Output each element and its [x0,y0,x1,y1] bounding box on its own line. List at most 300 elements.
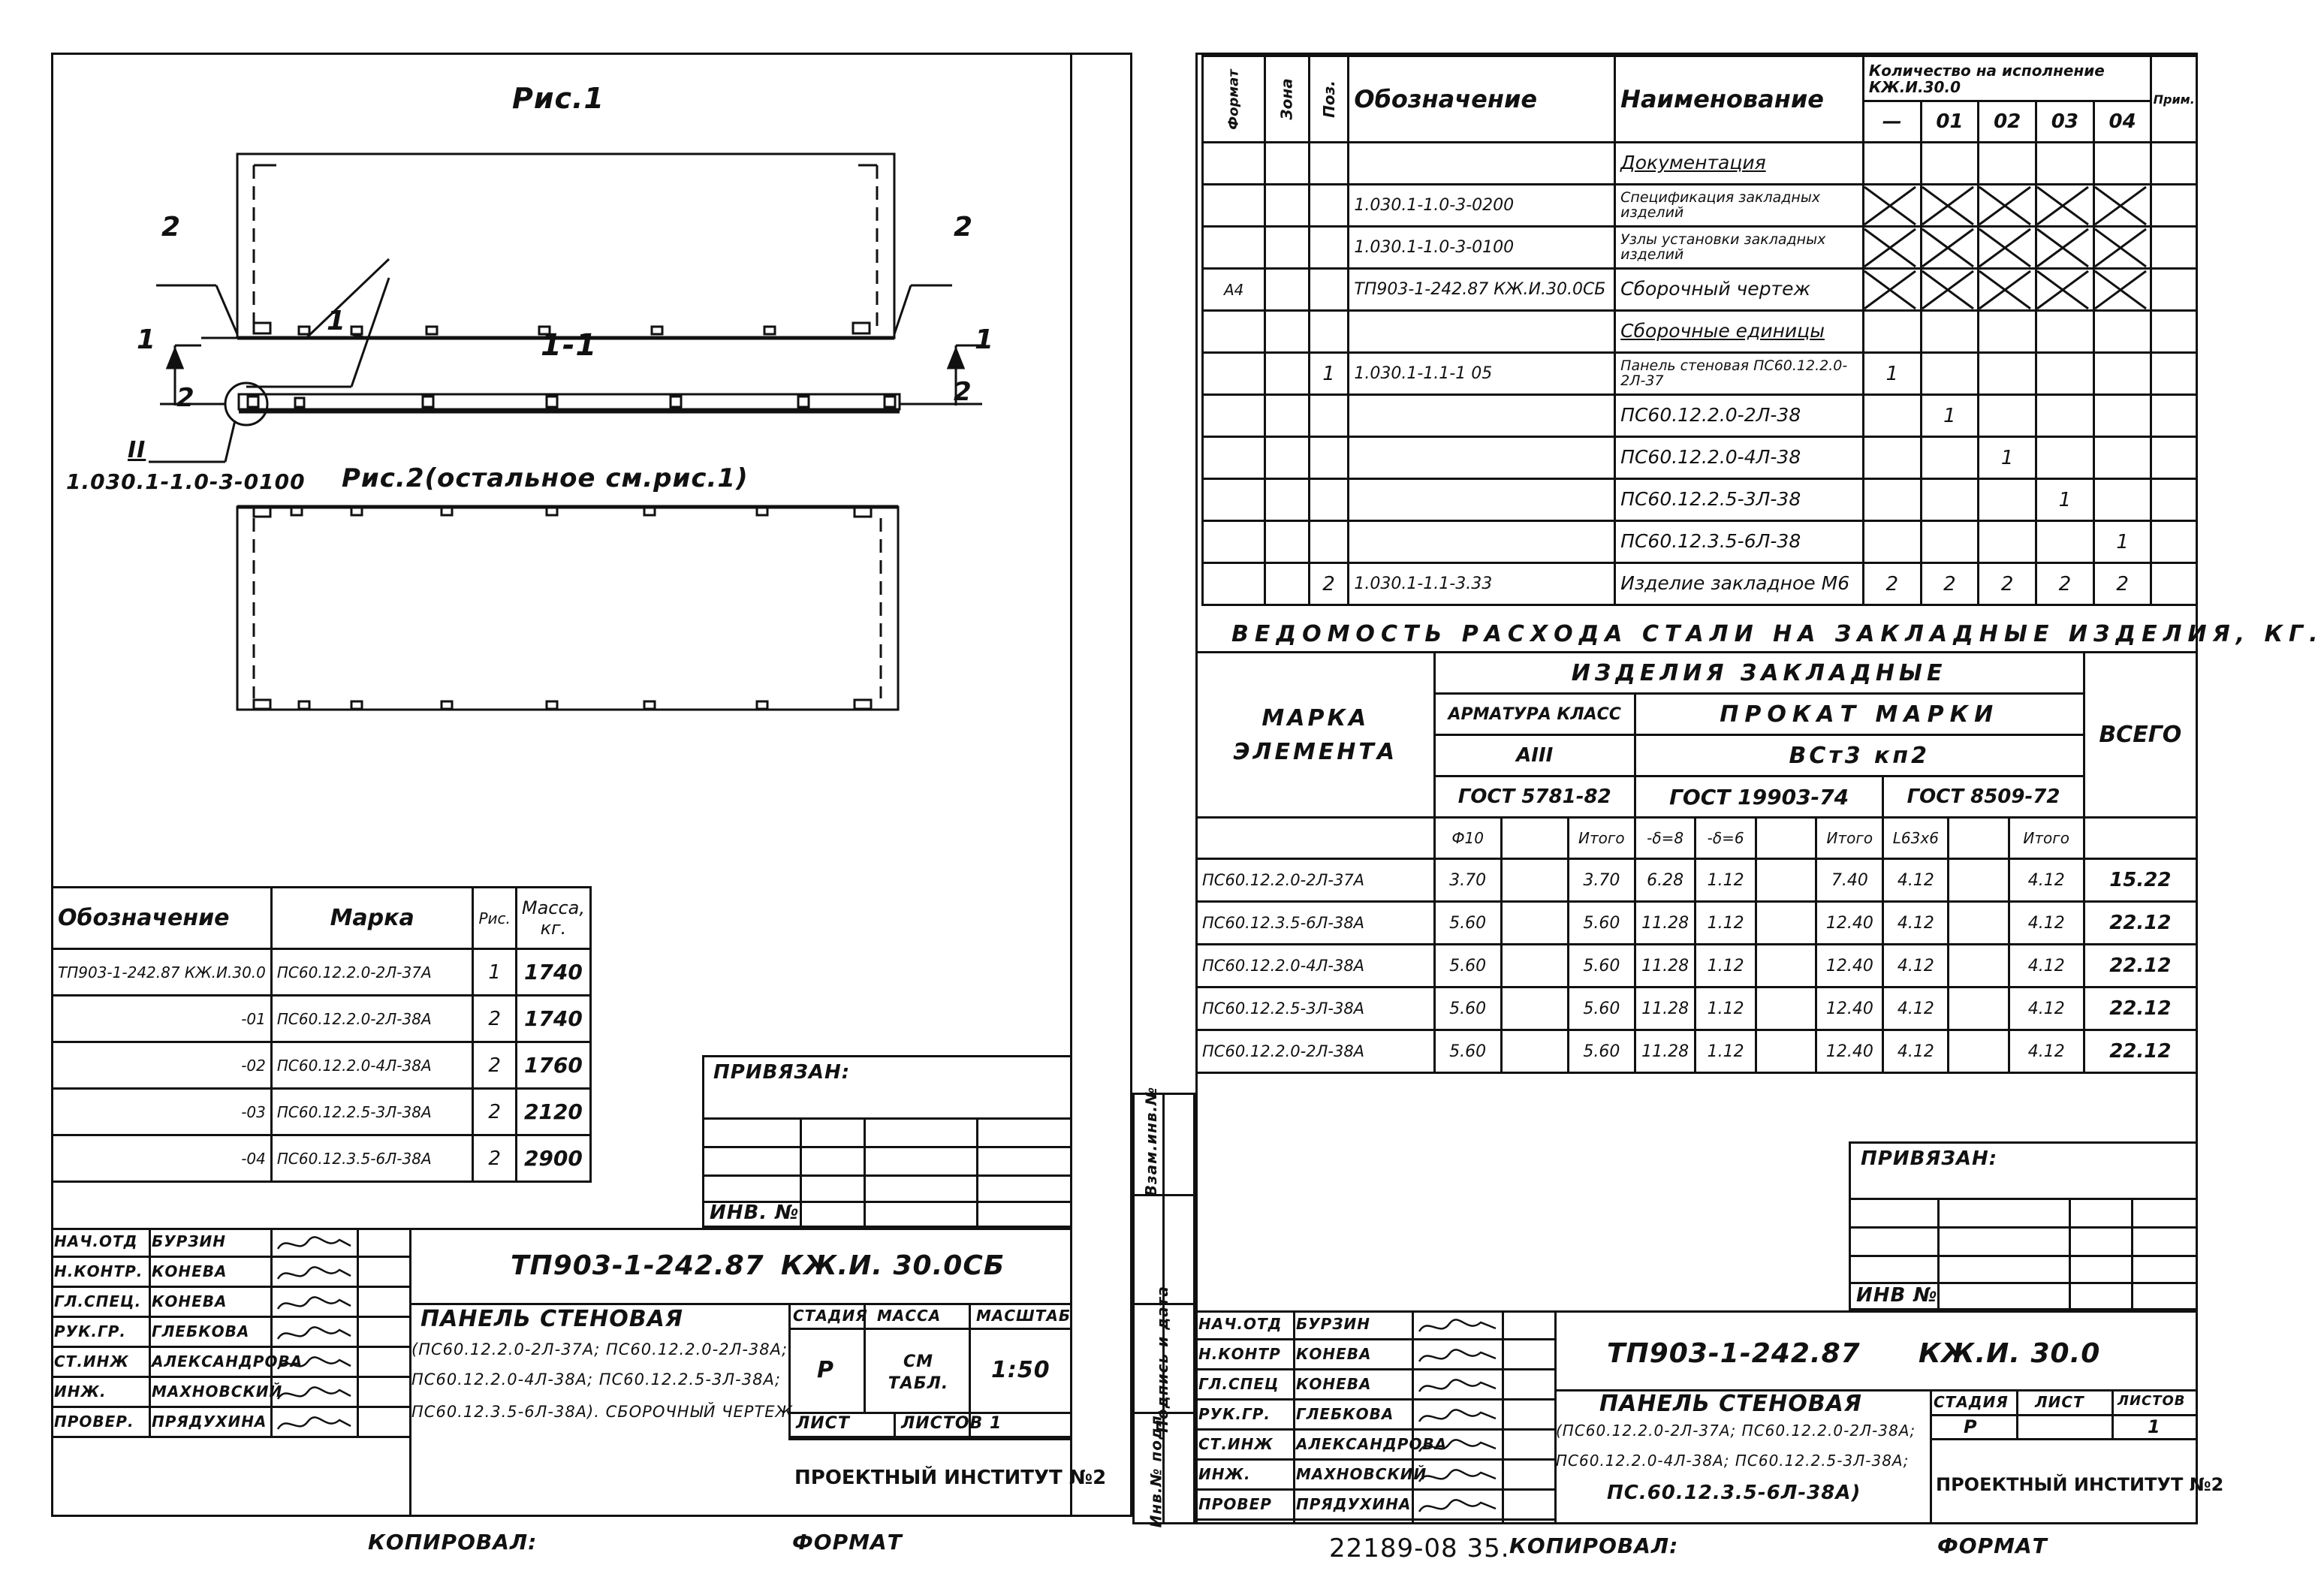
steel-sub-header: L63x6 [1883,818,1949,859]
steel-header-prokat: ПРОКАТ МАРКИ [1635,694,2084,735]
left-copied: КОПИРОВАЛ: [368,1530,538,1554]
left-stamp-org: ПРОЕКТНЫЙ ИНСТИТУТ №2 [794,1467,1107,1489]
spec-qty-cell [1863,521,1921,563]
steel-header-arm: АРМАТУРА КЛАСС [1434,694,1635,735]
left-stamp-stage-h: СТАДИЯ [793,1307,868,1325]
left-privyazan-col3 [976,1117,978,1228]
stamp-name: ГЛЕБКОВА [152,1322,250,1340]
spec-name-cell: Сборочный чертеж [1615,269,1864,311]
steel-cell: 1.12 [1696,987,1756,1030]
right-stamp-stage-h: СТАДИЯ [1934,1393,2009,1411]
steel-cell: 4.12 [1883,1030,1949,1073]
spec-designation-cell [1349,479,1615,521]
spec-pos-cell [1309,227,1349,269]
marks-cell: 2 [473,1135,516,1182]
left-stamp-stage: Р [817,1357,834,1383]
left-privyazan-row [702,1117,1072,1146]
spec-designation-cell: 1.030.1-1.1-1 05 [1349,353,1615,395]
steel-header-mark: МАРКА ЭЛЕМЕНТА [1197,653,1435,818]
section-label: 1-1 [541,328,598,363]
steel-cell: 1.12 [1696,1030,1756,1073]
spec-qty-cell [2093,143,2151,185]
spec-zone-cell [1265,437,1309,479]
marks-header-mark: Марка [271,888,473,949]
right-stamp-title4: ПС.60.12.3.5-6Л-38А) [1607,1482,1861,1504]
right-stamp-meta-v1 [2016,1389,2018,1438]
marks-cell: 2 [473,996,516,1042]
callout-2-right: 2 [954,212,974,243]
spec-designation-cell: 1.030.1-1.0-3-0200 [1349,185,1615,227]
spec-qty-cell [2093,437,2151,479]
spec-name-cell: Узлы установки закладных изделий [1615,227,1864,269]
marks-cell: ПС60.12.2.0-4Л-38А [271,1042,473,1089]
steel-header-gost3: ГОСТ 8509-72 [1883,776,2084,818]
spec-qty-cell [1979,227,2036,269]
spec-qty-cell: 1 [2093,521,2151,563]
steel-cell: 4.12 [2009,987,2084,1030]
spec-note-cell [2151,269,2197,311]
spec-name-cell: ПС60.12.2.0-4Л-38 [1615,437,1864,479]
spec-designation-cell: 1.030.1-1.0-3-0100 [1349,227,1615,269]
spec-name-cell: Спецификация закладных изделий [1615,185,1864,227]
steel-cell: 4.12 [2009,945,2084,987]
stamp-name: МАХНОВСКИЙ [152,1382,283,1401]
steel-cell [1949,945,2009,987]
left-privyazan-col [800,1117,802,1228]
cross-mark [2095,229,2146,267]
stamp-name: ГЛЕБКОВА [1296,1405,1394,1423]
steel-cell: 1.12 [1696,859,1756,902]
spec-qty-cell [1979,185,2036,227]
spec-designation-cell: 1.030.1-1.1-3.33 [1349,563,1615,605]
right-privyazan-v3 [2131,1198,2133,1310]
table-row [53,1042,591,1089]
spec-table [1201,55,2198,606]
spec-qty-cell [2093,227,2151,269]
spec-pos-cell: 2 [1309,563,1349,605]
steel-cell: 4.12 [2009,902,2084,945]
spec-qty-cell [1979,521,2036,563]
right-privyazan-h1 [1849,1198,2198,1200]
spec-variant-header: — [1863,101,1921,143]
spec-format-cell [1203,395,1265,437]
stamp-role: ПРОВЕР. [54,1413,134,1431]
stamp-name: АЛЕКСАНДРОВА [1296,1435,1448,1453]
steel-header-total: ВСЕГО [2084,653,2196,818]
steel-sub-total-blank [2084,818,2196,859]
spec-pos-cell [1309,185,1349,227]
marks-cell: 1740 [516,996,590,1042]
steel-cell: 5.60 [1434,1030,1501,1073]
steel-cell: 22.12 [2084,1030,2196,1073]
table-row [1197,945,2197,987]
stamp-role: ИНЖ. [54,1382,107,1401]
steel-header-gost2: ГОСТ 19903-74 [1635,776,1883,818]
left-stamp-mass: СМ ТАБЛ. [888,1352,949,1393]
cross-mark [1922,229,1973,267]
steel-cell: 4.12 [2009,859,2084,902]
left-stamp-title3: ПС60.12.2.0-4Л-38А; ПС60.12.2.5-3Л-38А; [411,1370,781,1389]
table-row [1203,437,2197,479]
marks-table [51,886,592,1183]
spec-name-cell: Документация [1615,143,1864,185]
cross-mark [2037,187,2088,225]
stamp-role: СТ.ИНЖ [1198,1435,1274,1453]
spec-name-cell: ПС60.12.2.0-2Л-38 [1615,395,1864,437]
spec-qty-cell [1921,353,1979,395]
steel-sub-header: Итого [2009,818,2084,859]
spec-qty-cell: 2 [1863,563,1921,605]
steel-header-gost1: ГОСТ 5781-82 [1434,776,1635,818]
left-inv-label: ИНВ. № [710,1202,800,1224]
steel-sub-header: Итого [1568,818,1635,859]
cross-mark [1979,271,2030,309]
steel-header-prokat-grade: ВСт3 кп2 [1635,735,2084,776]
marks-cell: 2 [473,1089,516,1135]
spec-qty-cell [1979,311,2036,353]
spec-note-cell [2151,311,2197,353]
steel-sub-header [1756,818,1816,859]
spec-qty-cell [2093,479,2151,521]
steel-cell: 12.40 [1816,902,1883,945]
cross-mark [2037,271,2088,309]
stamp-name: КОНЕВА [152,1262,228,1280]
spec-designation-cell [1349,395,1615,437]
spec-qty-cell [1979,269,2036,311]
spec-zone-cell [1265,353,1309,395]
spec-qty-cell [2036,227,2094,269]
spec-header-zone: Зона [1265,56,1309,143]
spec-qty-cell [1921,479,1979,521]
left-stamp-title2: (ПС60.12.2.0-2Л-37А; ПС60.12.2.0-2Л-38А; [411,1340,788,1358]
steel-cell: ПС60.12.3.5-6Л-38А [1197,902,1435,945]
left-stamp-code: ТП903-1-242.87 [511,1250,764,1281]
left-stamp-mass-h: МАССА [877,1307,942,1325]
steel-cell: 6.28 [1635,859,1695,902]
marks-cell: ПС60.12.3.5-6Л-38А [271,1135,473,1182]
right-stamp-org: ПРОЕКТНЫЙ ИНСТИТУТ №2 [1936,1474,2224,1495]
spec-qty-cell [1863,311,1921,353]
table-row [1203,353,2197,395]
section-arrow-right-label: 1 [975,324,995,355]
spec-qty-cell [1979,479,2036,521]
spec-qty-cell [1921,143,1979,185]
spec-qty-cell [1921,269,1979,311]
stamp-role: Н.КОНТР. [54,1262,143,1280]
section-arrow-left-label: 1 [137,324,157,355]
steel-title: ВЕДОМОСТЬ РАСХОДА СТАЛИ НА ЗАКЛАДНЫЕ ИЗДЕЛИЯ, КГ. [1231,621,2324,647]
table-row [1203,563,2197,605]
steel-cell: ПС60.12.2.0-4Л-38А [1197,945,1435,987]
spec-qty-cell [2036,311,2094,353]
right-copied: КОПИРОВАЛ: [1509,1533,1679,1558]
spec-format-cell [1203,311,1265,353]
steel-cell: 3.70 [1568,859,1635,902]
steel-cell: 4.12 [1883,945,1949,987]
spec-qty-cell: 2 [2036,563,2094,605]
stamp-role: РУК.ГР. [54,1322,127,1340]
steel-cell [1501,987,1568,1030]
steel-cell: ПС60.12.2.0-2Л-37А [1197,859,1435,902]
steel-cell: 5.60 [1434,902,1501,945]
spec-pos-cell [1309,437,1349,479]
table-row [1203,311,2197,353]
steel-sub-header: -δ=6 [1696,818,1756,859]
right-bottom-number: 22189-08 35. [1329,1533,1510,1563]
spec-qty-cell [2036,395,2094,437]
steel-cell: 5.60 [1568,1030,1635,1073]
spec-variant-header: 04 [2093,101,2151,143]
marks-cell: 1740 [516,949,590,996]
steel-cell: 22.12 [2084,902,2196,945]
steel-sub-header [1501,818,1568,859]
steel-cell [1756,945,1816,987]
stamp-name: КОНЕВА [1296,1375,1372,1393]
spec-format-cell [1203,185,1265,227]
table-row [53,1089,591,1135]
steel-cell [1501,902,1568,945]
left-privyazan-col2 [864,1117,866,1228]
marks-header-fig: Рис. [473,888,516,949]
steel-cell: 5.60 [1434,945,1501,987]
spec-qty-cell: 1 [1921,395,1979,437]
right-privyazan-label: ПРИВЯЗАН: [1861,1147,1998,1170]
callout-1-pos: 1 [327,306,347,336]
stamp-name: МАХНОВСКИЙ [1296,1465,1427,1483]
steel-cell [1949,987,2009,1030]
steel-cell: 4.12 [1883,859,1949,902]
stamp-name: БУРЗИН [152,1232,227,1250]
steel-sub-header: Ф10 [1434,818,1501,859]
spec-name-cell: Сборочные единицы [1615,311,1864,353]
spec-name-cell: Панель стеновая ПС60.12.2.0-2Л-37 [1615,353,1864,395]
spec-pos-cell [1309,479,1349,521]
spec-note-cell [2151,143,2197,185]
marks-cell: -03 [53,1089,272,1135]
right-stamp-sep4 [1554,1310,1557,1524]
spec-zone-cell [1265,563,1309,605]
spec-format-cell [1203,227,1265,269]
spec-qty-cell [2093,185,2151,227]
spec-qty-cell [1863,269,1921,311]
spec-qty-cell: 1 [1863,353,1921,395]
table-row [1203,269,2197,311]
spec-pos-cell: 1 [1309,353,1349,395]
spec-qty-cell [2093,395,2151,437]
stamp-role: НАЧ.ОТД [1198,1315,1283,1333]
steel-cell: 22.12 [2084,945,2196,987]
table-row [53,996,591,1042]
spec-designation-cell [1349,311,1615,353]
left-stamp-title1: ПАНЕЛЬ СТЕНОВАЯ [420,1306,683,1332]
right-privyazan-h3 [1849,1255,2198,1257]
left-stamp-meta-h [788,1328,1072,1330]
spec-qty-cell [1863,227,1921,269]
spec-pos-cell [1309,395,1349,437]
spec-qty-cell [2036,269,2094,311]
table-row [53,1135,591,1182]
right-privyazan-v2 [2069,1198,2071,1310]
table-row [1203,395,2197,437]
stamp-name: КОНЕВА [1296,1345,1372,1363]
spec-qty-cell [1979,143,2036,185]
right-stamp-title3: ПС60.12.2.0-4Л-38А; ПС60.12.2.5-3Л-38А; [1556,1452,1910,1470]
left-stamp-org-line [788,1438,1072,1440]
steel-cell [1949,1030,2009,1073]
table-row [1203,227,2197,269]
marks-cell: 2120 [516,1089,590,1135]
steel-cell: 12.40 [1816,987,1883,1030]
spec-designation-cell [1349,521,1615,563]
spec-pos-cell [1309,269,1349,311]
side-label-inv: Инв.№ подл. [1147,1408,1165,1528]
steel-cell: 11.28 [1635,945,1695,987]
steel-cell: 12.40 [1816,945,1883,987]
spec-qty-cell [2036,353,2094,395]
steel-cell [1756,987,1816,1030]
spec-qty-cell [1863,437,1921,479]
spec-qty-cell: 2 [2093,563,2151,605]
steel-sub-header: Итого [1816,818,1883,859]
stamp-role: СТ.ИНЖ [54,1352,129,1370]
panel-fig2-outline [237,507,898,710]
stamp-name: АЛЕКСАНДРОВА [152,1352,303,1370]
steel-sub-mark-blank [1197,818,1435,859]
right-stamp-code: ТП903-1-242.87 [1607,1338,1861,1369]
left-format: ФОРМАТ [792,1530,903,1554]
steel-cell: 12.40 [1816,1030,1883,1073]
steel-cell: 5.60 [1568,902,1635,945]
left-privyazan-row3 [702,1174,1072,1203]
steel-cell [1756,859,1816,902]
spec-zone-cell [1265,185,1309,227]
table-row [1203,185,2197,227]
steel-cell: 4.12 [1883,902,1949,945]
steel-cell [1756,1030,1816,1073]
marks-header-mass: Масса, кг. [516,888,590,949]
spec-qty-cell [2036,185,2094,227]
steel-header-group: ИЗДЕЛИЯ ЗАКЛАДНЫЕ [1434,653,2084,694]
spec-header-pos: Поз. [1309,56,1349,143]
spec-note-cell [2151,563,2197,605]
marks-cell: -04 [53,1135,272,1182]
cross-mark [2095,187,2146,225]
left-privyazan-label: ПРИВЯЗАН: [713,1061,851,1084]
spec-qty-cell [1863,395,1921,437]
steel-cell: ПС60.12.2.5-3Л-38А [1197,987,1435,1030]
stamp-role: ГЛ.СПЕЦ. [54,1292,142,1310]
spec-header-name: Наименование [1615,56,1864,143]
right-stamp-stage: Р [1964,1416,1978,1437]
spec-zone-cell [1265,269,1309,311]
stamp-role: Н.КОНТР [1198,1345,1281,1363]
marks-cell: ПС60.12.2.0-2Л-38А [271,996,473,1042]
spec-note-cell [2151,479,2197,521]
marks-header-designation: Обозначение [53,888,272,949]
right-signatures [1413,1310,1503,1524]
steel-cell: 22.12 [2084,987,2196,1030]
steel-cell: 11.28 [1635,1030,1695,1073]
spec-note-cell [2151,227,2197,269]
left-stamp-mark: КЖ.И. 30.0СБ [781,1250,1005,1281]
right-privyazan-h2 [1849,1226,2198,1229]
spec-zone-cell [1265,479,1309,521]
spec-pos-cell [1309,311,1349,353]
cross-mark [2095,271,2146,309]
spec-designation-cell [1349,143,1615,185]
spec-qty-cell [2036,143,2094,185]
right-stamp-title1: ПАНЕЛЬ СТЕНОВАЯ [1599,1391,1862,1417]
spec-qty-cell: 2 [1979,563,2036,605]
right-stamp-sheets-h: ЛИСТОВ [2118,1393,2186,1409]
table-row [1197,1030,2197,1073]
node-label: II [128,437,146,463]
stamp-role: ПРОВЕР [1198,1495,1272,1513]
right-stamp-sheet-h: ЛИСТ [2035,1393,2084,1411]
callout-2-section-right: 2 [954,377,972,407]
spec-name-cell: ПС60.12.3.5-6Л-38 [1615,521,1864,563]
spec-variant-header: 03 [2036,101,2094,143]
table-row [1203,479,2197,521]
left-stamp-title4: ПС60.12.3.5-6Л-38А). СБОРОЧНЫЙ ЧЕРТЕЖ [411,1403,794,1421]
spec-note-cell [2151,521,2197,563]
spec-pos-cell [1309,521,1349,563]
left-signatures [272,1228,362,1438]
spec-qty-cell [1863,143,1921,185]
steel-cell [1501,859,1568,902]
steel-cell: 3.70 [1434,859,1501,902]
steel-table [1195,651,2198,1074]
steel-cell: 4.12 [2009,1030,2084,1073]
spec-designation-cell: ТП903-1-242.87 КЖ.И.30.0СБ [1349,269,1615,311]
steel-header-arm-class: АIII [1434,735,1635,776]
cross-mark [1864,187,1916,225]
spec-header-format: Формат [1203,56,1265,143]
right-stamp-meta-v2 [2111,1389,2114,1438]
spec-zone-cell [1265,227,1309,269]
spec-qty-cell [2036,437,2094,479]
right-stamp-meta-h2 [1930,1438,2198,1440]
marks-cell: 2900 [516,1135,590,1182]
table-row [1197,987,2197,1030]
spec-format-cell [1203,563,1265,605]
spec-note-cell [2151,437,2197,479]
cross-mark [1922,187,1973,225]
fig1-title: Рис.1 [512,82,604,115]
steel-cell: 7.40 [1816,859,1883,902]
left-stamp-meta-v3 [894,1412,896,1438]
table-row [1197,859,2197,902]
table-row [1203,143,2197,185]
marks-cell: 1760 [516,1042,590,1089]
marks-cell: ПС60.12.2.5-3Л-38А [271,1089,473,1135]
marks-cell: -02 [53,1042,272,1089]
side-label-podpis: Подпись и дата [1153,1286,1171,1433]
right-stamp-sheets: 1 [2148,1416,2161,1437]
steel-cell [1949,859,2009,902]
spec-format-cell [1203,353,1265,395]
cross-mark [1979,229,2030,267]
steel-cell: 11.28 [1635,987,1695,1030]
steel-cell: 1.12 [1696,902,1756,945]
cross-mark [1979,187,2030,225]
steel-cell [1501,1030,1568,1073]
spec-name-cell: Изделие закладное М6 [1615,563,1864,605]
steel-cell: 1.12 [1696,945,1756,987]
spec-name-cell: ПС60.12.2.5-3Л-38 [1615,479,1864,521]
spec-pos-cell [1309,143,1349,185]
spec-designation-cell [1349,437,1615,479]
